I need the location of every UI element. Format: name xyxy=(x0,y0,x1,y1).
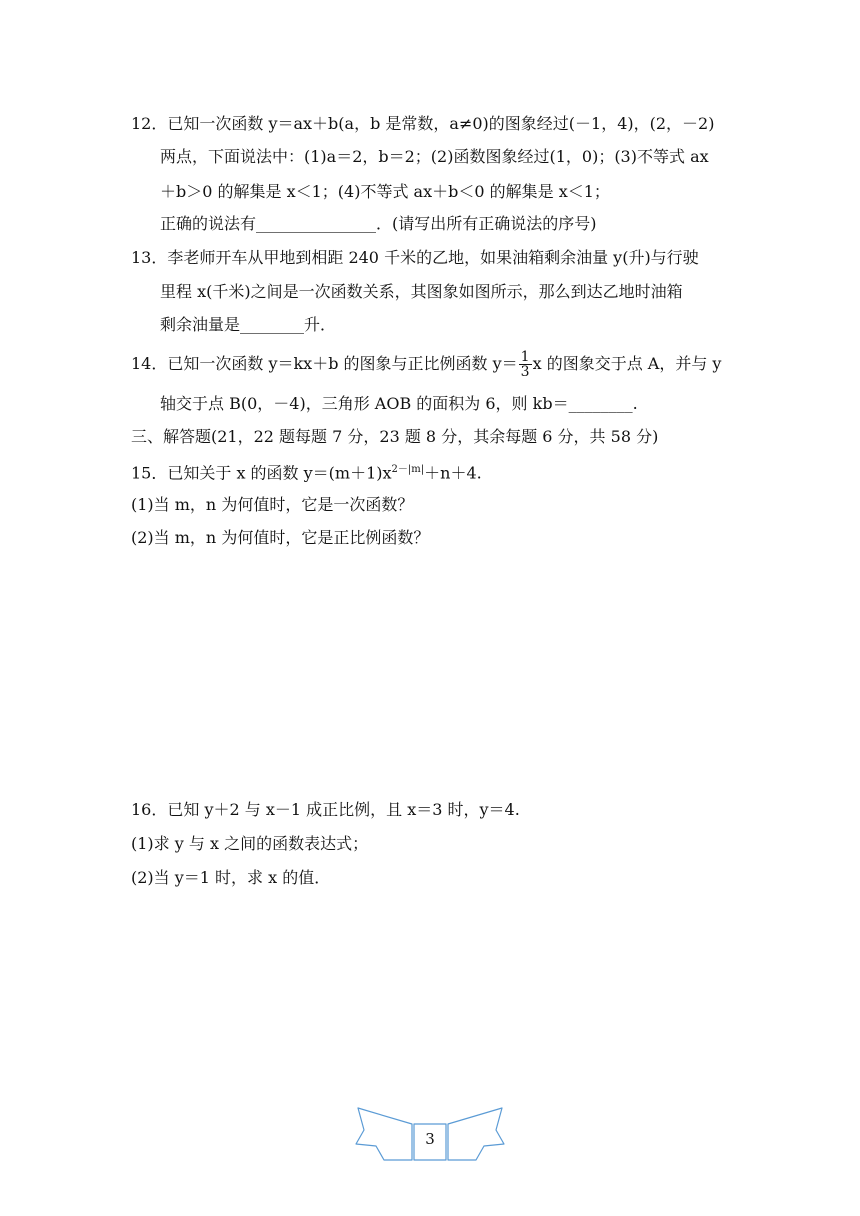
q12-line3: ＋b＞0 的解集是 x＜1；(4)不等式 ax＋b＜0 的解集是 x＜1； xyxy=(160,182,610,201)
q14-line1 xyxy=(131,350,721,379)
fraction-one-third xyxy=(519,350,532,379)
q15-stem-start: 15．已知关于 x 的函数 y＝(m＋1)x xyxy=(131,463,392,483)
q14-line1-start: 14．已知一次函数 y＝kx＋b 的图象与正比例函数 y＝ xyxy=(131,354,518,373)
ribbon-right-tail xyxy=(448,1108,504,1160)
q14-line1-end: x 的图象交于点 A，并与 y xyxy=(532,354,722,373)
ribbon-left-tail xyxy=(356,1108,412,1160)
q15-exponent: 2－|m| xyxy=(391,464,425,475)
q16-part2: (2)当 y＝1 时，求 x 的值． xyxy=(131,868,331,887)
q12-line1: 12．已知一次函数 y＝ax＋b(a，b 是常数，a≠0)的图象经过(－1，4)，(2，－2) xyxy=(131,114,715,133)
q16-stem: 16．已知 y＋2 与 x－1 成正比例，且 x＝3 时，y＝4. xyxy=(131,800,520,819)
q15-part2: (2)当 m，n 为何值时，它是正比例函数？ xyxy=(131,528,430,547)
q15-part1: (1)当 m，n 为何值时，它是一次函数？ xyxy=(131,495,414,514)
fraction-numerator: 1 xyxy=(520,349,530,365)
section-3-heading: 三、解答题(21，22 题每题 7 分，23 题 8 分，其余每题 6 分，共 58 分) xyxy=(131,427,659,446)
q16-part1: (1)求 y 与 x 之间的函数表达式； xyxy=(131,834,369,853)
q13-line1: 13．李老师开车从甲地到相距 240 千米的乙地，如果油箱剩余油量 y(升)与行驶 xyxy=(131,248,699,267)
q13-line3: 剩余油量是________升． xyxy=(160,315,337,334)
q13-line2: 里程 x(千米)之间是一次函数关系，其图象如图所示，那么到达乙地时油箱 xyxy=(160,282,683,301)
q15-stem-end: ＋n＋4. xyxy=(424,463,482,483)
q14-line2: 轴交于点 B(0，－4)，三角形 AOB 的面积为 6，则 kb＝________. xyxy=(160,394,638,413)
fraction-denominator: 3 xyxy=(520,364,530,380)
page-number: 3 xyxy=(425,1130,435,1148)
q12-line2: 两点，下面说法中：(1)a＝2，b＝2；(2)函数图象经过(1，0)；(3)不等式 ax xyxy=(160,147,709,166)
q15-stem xyxy=(131,458,482,485)
q12-line4: 正确的说法有_______________．(请写出所有正确说法的序号) xyxy=(160,214,597,233)
